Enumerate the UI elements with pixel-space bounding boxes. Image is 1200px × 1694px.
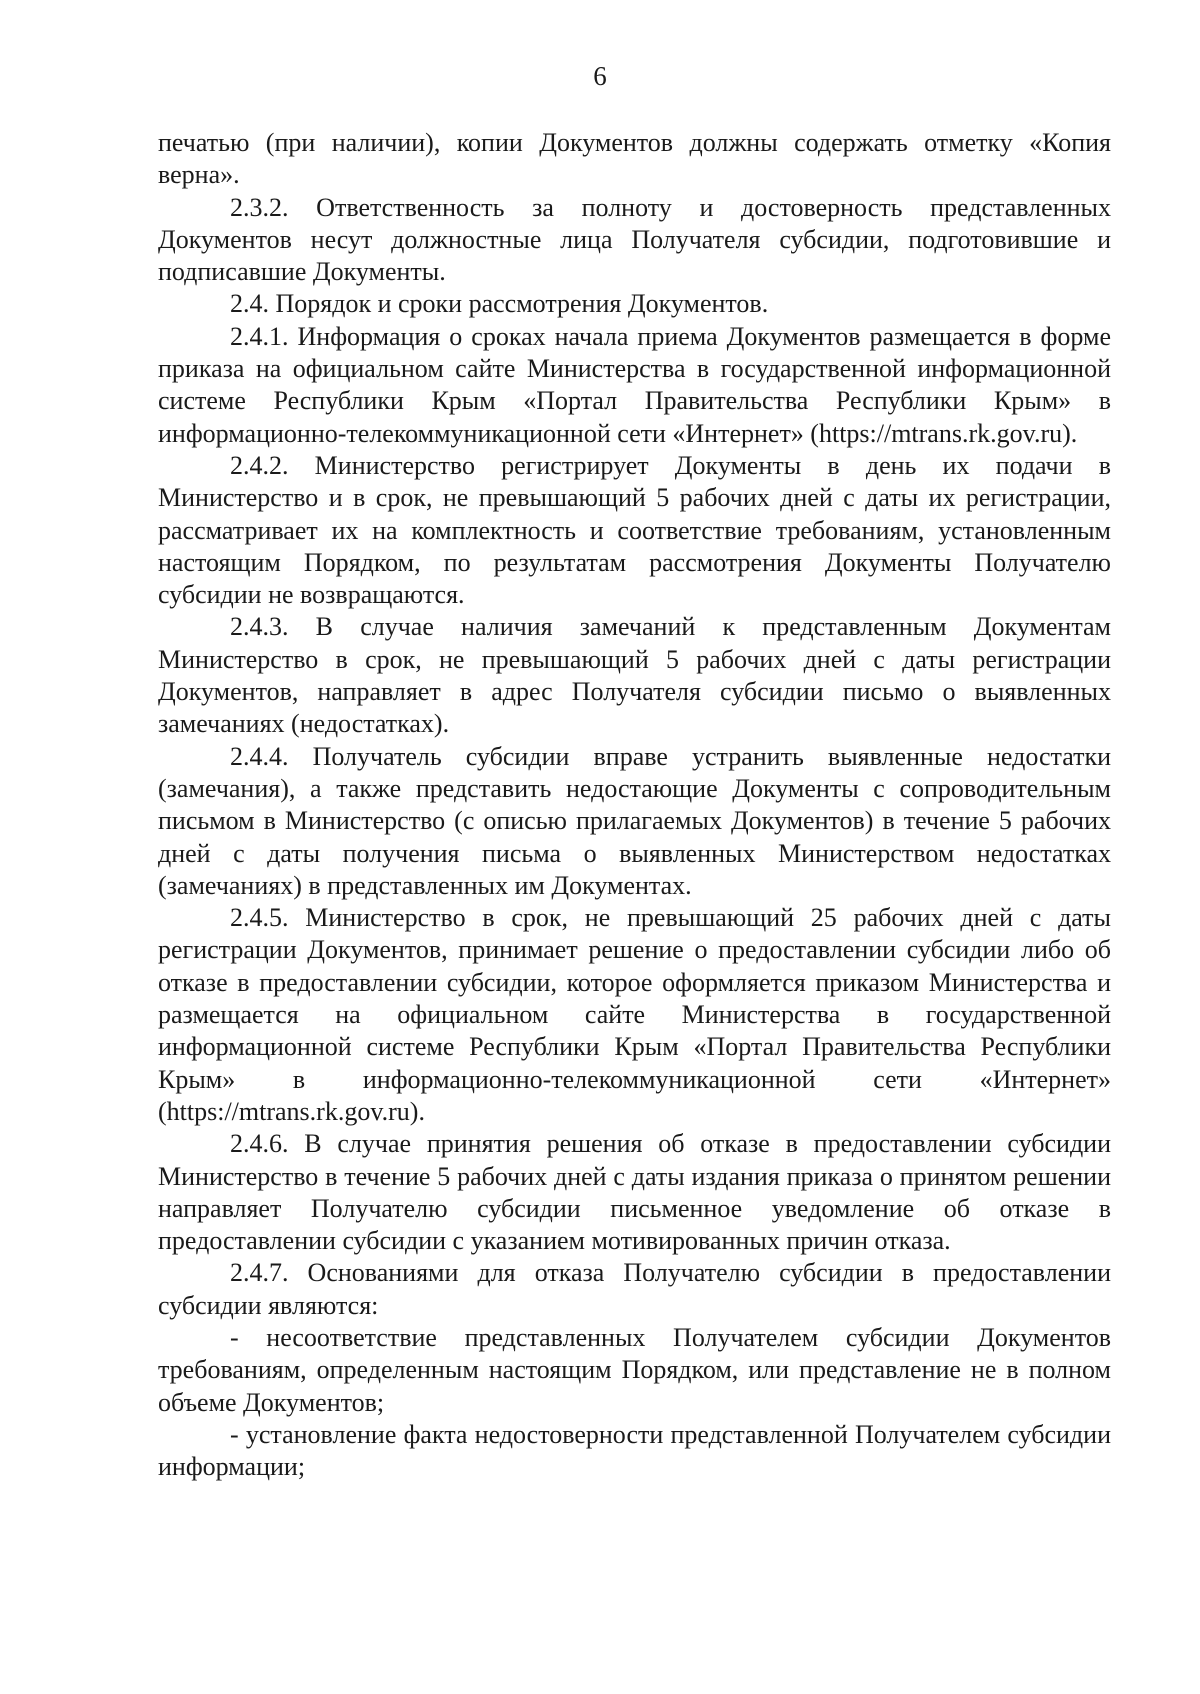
document-body (158, 127, 1111, 1483)
list-item: - установление факта недостоверности представленной Получателем субсидии информации; (158, 1419, 1111, 1482)
paragraph-2-4: 2.4. Порядок и сроки рассмотрения Документов. (230, 289, 769, 319)
paragraph-2-3-2: 2.3.2. Ответственность за полноту и достоверность представленных Документов несут должностные лица Получателя субсидии, подготовившие и подписавшие Документы. (158, 192, 1111, 287)
paragraph-2-4-1: 2.4.1. Информация о сроках начала приема Документов размещается в форме приказа на официальном сайте Министерства в государственной информационной системе Республики Крым «Портал Правительства Республики Крым» в информационно-телекоммуникационной сети «Интернет» (https://mtrans.rk.gov.ru). (158, 321, 1111, 448)
paragraph-2-4-2: 2.4.2. Министерство регистрирует Документы в день их подачи в Министерство и в срок, не превышающий 5 рабочих дней с даты их регистрации, рассматривает их на комплектность и соответствие требованиям, установленным настоящим Порядком, по результатам рассмотрения Документы Получателю субсидии не возвращаются. (158, 450, 1111, 610)
paragraph-2-4-3: 2.4.3. В случае наличия замечаний к представленным Документам Министерство в срок, не превышающий 5 рабочих дней с даты регистрации Документов, направляет в адрес Получателя субсидии письмо о выявленных замечаниях (недостатках). (158, 612, 1111, 739)
list-item: - несоответствие представленных Получателем субсидии Документов требованиям, определенным настоящим Порядком, или представление не в полном объеме Документов; (158, 1322, 1111, 1417)
page-number: 6 (593, 61, 607, 91)
paragraph-2-4-4: 2.4.4. Получатель субсидии вправе устранить выявленные недостатки (замечания), а также представить недостающие Документы с сопроводительным письмом в Министерство (с описью прилагаемых Документов) в течение 5 рабочих дней с даты получения письма о выявленных Министерством недостатках (замечаниях) в представленных им Документах. (158, 741, 1111, 900)
paragraph-continuation: печатью (при наличии), копии Документов должны содержать отметку «Копия верна». (158, 128, 1111, 190)
paragraph-2-4-7: 2.4.7. Основаниями для отказа Получателю субсидии в предоставлении субсидии являются: (158, 1258, 1111, 1320)
paragraph-2-4-6: 2.4.6. В случае принятия решения об отказе в предоставлении субсидии Министерство в течение 5 рабочих дней с даты издания приказа о принятом решении направляет Получателю субсидии письменное уведомление об отказе в предоставлении субсидии с указанием мотивированных причин отказа. (158, 1129, 1111, 1256)
paragraph-2-4-5: 2.4.5. Министерство в срок, не превышающий 25 рабочих дней с даты регистрации Документов, принимает решение о предоставлении субсидии либо об отказе в предоставлении субсидии, которое оформляется приказом Министерства и размещается на официальном сайте Министерства в государственной информационной системе Республики Крым «Портал Правительства Республики Крым» в информационно-телекоммуникационной сети «Интернет» (https://mtrans.rk.gov.ru). (158, 903, 1111, 1126)
